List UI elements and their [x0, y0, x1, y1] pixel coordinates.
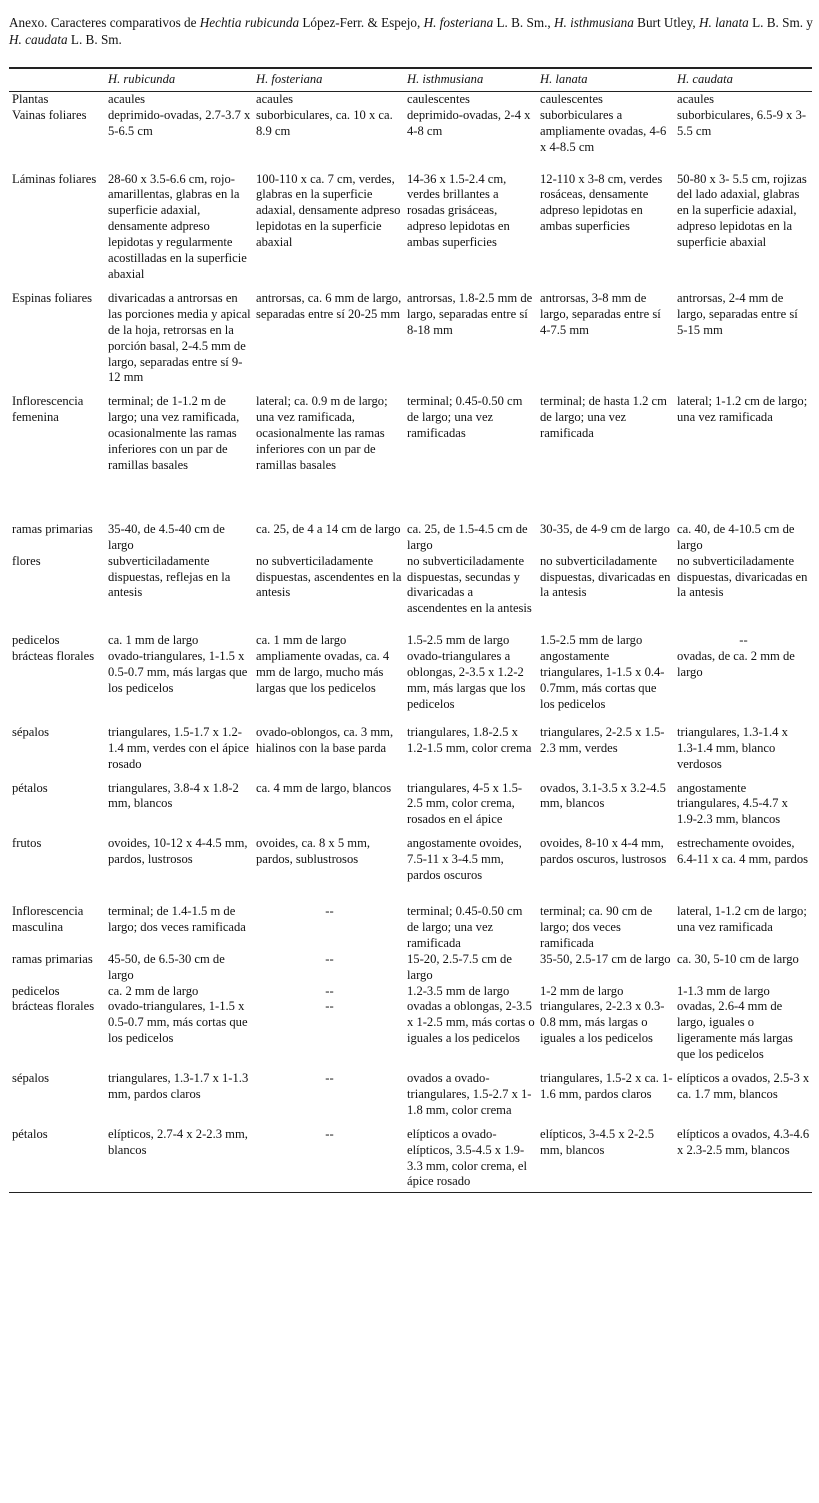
table-row [9, 633, 812, 649]
cell-lanata: 35-50, 2.5-17 cm de largo [540, 951, 671, 966]
table-row [9, 725, 812, 781]
cell-rubicunda: ovado-triangulares, 1-1.5 x 0.5-0.7 mm, más largas que los pedicelos [108, 649, 248, 695]
cell-caudata: ca. 40, de 4-10.5 cm de largo [677, 521, 795, 552]
cell-rubicunda: 45-50, de 6.5-30 cm de largo [108, 951, 225, 982]
cell-lanata: triangulares, 2-2.5 x 1.5-2.3 mm, verdes [540, 724, 665, 755]
cell-fosteriana: ovado-oblongos, ca. 3 mm, hialinos con la base parda [256, 724, 394, 755]
cell-rubicunda: ca. 2 mm de largo [108, 983, 199, 998]
table-row [9, 172, 812, 291]
table-row [9, 91, 812, 107]
row-label: brácteas florales [12, 649, 95, 664]
cell-rubicunda: triangulares, 3.8-4 x 1.8-2 mm, blancos [108, 780, 239, 811]
row-label: flores [12, 553, 41, 568]
cell-rubicunda: ovoides, 10-12 x 4-4.5 mm, pardos, lustrosos [108, 836, 248, 867]
caption-species-rubicunda: Hechtia rubicunda [199, 15, 300, 30]
cell-fosteriana: ca. 25, de 4 a 14 cm de largo [256, 521, 401, 536]
header-isthmusiana: H. isthmusiana [405, 68, 538, 91]
cell-lanata: 12-110 x 3-8 cm, verdes rosáceas, densamente adpreso lepidotas en ambas superficies [540, 171, 663, 234]
header-row [9, 68, 812, 91]
cell-lanata: 30-35, de 4-9 cm de largo [540, 521, 670, 536]
cell-caudata: ovadas, 2.6-4 mm de largo, iguales o ligeramente más largas que los pedicelos [677, 999, 793, 1062]
cell-caudata: lateral; 1-1.2 cm de largo; una vez ramificada [677, 394, 808, 425]
cell-caudata: angostamente triangulares, 4.5-4.7 x 1.9-2.3 mm, blancos [677, 780, 788, 827]
cell-caudata: estrechamente ovoides, 6.4-11 x ca. 4 mm, pardos [677, 836, 809, 867]
cell-caudata: triangulares, 1.3-1.4 x 1.3-1.4 mm, blanco verdosos [677, 724, 788, 771]
table-body [9, 91, 812, 1192]
cell-caudata: antrorsas, 2-4 mm de largo, separadas entre sí 5-15 mm [677, 290, 798, 337]
table-row [9, 1071, 812, 1127]
cell-lanata: angostamente triangulares, 1-1.5 x 0.4-0.7mm, más cortas que los pedicelos [540, 649, 665, 711]
row-label: pedicelos [12, 633, 60, 648]
caption-species-lanata: H. lanata [698, 15, 749, 30]
cell-rubicunda: terminal; de 1-1.2 m de largo; una vez ramificada, ocasionalmente las ramas inferiores con un par de ramillas basales [108, 394, 240, 472]
cell-lanata: ovoides, 8-10 x 4-4 mm, pardos oscuros, lustrosos [540, 836, 667, 867]
cell-fosteriana: ca. 1 mm de largo [256, 633, 347, 648]
cell-rubicunda: 35-40, de 4.5-40 cm de largo [108, 521, 225, 552]
row-label: Espinas foliares [12, 290, 93, 305]
header-fosteriana: H. fosteriana [254, 68, 405, 91]
cell-lanata: elípticos, 3-4.5 x 2-2.5 mm, blancos [538, 1127, 675, 1193]
cell-rubicunda: subverticiladamente dispuestas, reflejas en la antesis [108, 553, 231, 600]
header-character [9, 68, 106, 91]
caption-species-caudata: H. caudata [9, 32, 68, 47]
header-caudata: H. caudata [675, 68, 812, 91]
row-label: frutos [12, 836, 42, 851]
header-lanata: H. lanata [538, 68, 675, 91]
cell-lanata: 1-2 mm de largo [540, 983, 624, 998]
cell-rubicunda: ovado-triangulares, 1-1.5 x 0.5-0.7 mm, más cortas que los pedicelos [108, 999, 248, 1046]
cell-rubicunda: triangulares, 1.3-1.7 x 1-1.3 mm, pardos claros [108, 1071, 249, 1101]
cell-isthmusiana: antrorsas, 1.8-2.5 mm de largo, separadas entre sí 8-18 mm [407, 290, 533, 337]
table-row [9, 999, 812, 1071]
row-label: ramas primarias [12, 521, 93, 536]
cell-rubicunda: 28-60 x 3.5-6.6 cm, rojo-amarillentas, glabras en la superficie adaxial, densamente adpreso lepidotas y regularmente acostilladas en la superficie abaxial [108, 171, 247, 281]
cell-fosteriana: -- [325, 999, 334, 1014]
comparison-table-wrapper [9, 67, 812, 1193]
table-row [9, 1127, 812, 1193]
caption-author-2: L. B. Sm., [493, 15, 554, 30]
cell-rubicunda: ca. 1 mm de largo [108, 633, 199, 648]
cell-lanata: ovados, 3.1-3.5 x 3.2-4.5 mm, blancos [540, 780, 666, 811]
caption-author-3: Burt Utley, [633, 15, 699, 30]
table-row [9, 781, 812, 837]
cell-lanata: no subverticiladamente dispuestas, divaricadas en la antesis [540, 553, 671, 600]
row-label: sépalos [12, 724, 50, 739]
row-label: Vainas foliares [12, 107, 87, 122]
cell-lanata: triangulares, 1.5-2 x ca. 1-1.6 mm, pardos claros [540, 1071, 673, 1101]
cell-isthmusiana: caulescentes [407, 91, 470, 106]
cell-lanata: triangulares, 2-2.3 x 0.3-0.8 mm, más largas o iguales a los pedicelos [540, 999, 665, 1046]
table-row [9, 952, 812, 984]
table-row [9, 108, 812, 172]
row-label: brácteas florales [12, 999, 95, 1014]
row-label: Plantas [12, 91, 49, 106]
row-label: Inflorescencia femenina [12, 394, 84, 425]
cell-isthmusiana: ovados a ovado-triangulares, 1.5-2.7 x 1-1.8 mm, color crema [407, 1071, 532, 1117]
cell-caudata: lateral, 1-1.2 cm de largo; una vez ramificada [677, 903, 807, 934]
cell-caudata: elípticos a ovados, 2.5-3 x ca. 1.7 mm, blancos [677, 1071, 810, 1101]
row-label: ramas primarias [12, 951, 93, 966]
cell-fosteriana: ampliamente ovadas, ca. 4 mm de largo, mucho más largas que los pedicelos [256, 649, 390, 695]
cell-caudata: 1-1.3 mm de largo [677, 983, 770, 998]
cell-fosteriana: ca. 4 mm de largo, blancos [256, 780, 392, 795]
table-row [9, 649, 812, 725]
table-row [9, 984, 812, 1000]
caption-prefix: Anexo. Caracteres comparativos de [9, 15, 200, 30]
table-row [9, 522, 812, 554]
row-label: pétalos [9, 1127, 106, 1193]
table-row [9, 394, 812, 522]
cell-fosteriana: -- [325, 983, 334, 998]
cell-lanata: suborbiculares a ampliamente ovadas, 4-6 x 4-8.5 cm [540, 107, 667, 154]
cell-fosteriana: no subverticiladamente dispuestas, ascendentes en la antesis [256, 553, 402, 600]
table-caption [9, 14, 814, 48]
cell-rubicunda: triangulares, 1.5-1.7 x 1.2-1.4 mm, verdes con el ápice rosado [108, 724, 249, 771]
cell-fosteriana: -- [325, 1071, 334, 1086]
cell-caudata: 50-80 x 3- 5.5 cm, rojizas del lado adaxial, glabras en la superficie adaxial, adpreso lepidotas en la superficie abaxial [677, 171, 807, 250]
cell-fosteriana: ovoides, ca. 8 x 5 mm, pardos, sublustrosos [256, 836, 371, 867]
cell-rubicunda: acaules [108, 91, 146, 106]
cell-fosteriana: antrorsas, ca. 6 mm de largo, separadas entre sí 20-25 mm [256, 290, 402, 321]
cell-caudata: suborbiculares, 6.5-9 x 3-5.5 cm [677, 107, 807, 138]
table-row [9, 904, 812, 952]
cell-isthmusiana: 1.2-3.5 mm de largo [407, 983, 510, 998]
cell-lanata: antrorsas, 3-8 mm de largo, separadas entre sí 4-7.5 mm [540, 290, 661, 337]
cell-isthmusiana: 15-20, 2.5-7.5 cm de largo [407, 951, 512, 982]
caption-author-1: López-Ferr. & Espejo, [299, 15, 424, 30]
cell-isthmusiana: 1.5-2.5 mm de largo [407, 633, 510, 648]
cell-rubicunda: terminal; de 1.4-1.5 m de largo; dos veces ramificada [108, 903, 246, 934]
cell-lanata: caulescentes [540, 91, 603, 106]
table-row [9, 291, 812, 394]
comparison-table [9, 67, 812, 1193]
cell-caudata: elípticos a ovados, 4.3-4.6 x 2.3-2.5 mm, blancos [675, 1127, 812, 1193]
caption-author-5: L. B. Sm. [67, 32, 122, 47]
table-row [9, 554, 812, 634]
cell-isthmusiana: ovado-triangulares a oblongas, 2-3.5 x 1.2-2 mm, más largas que los pedicelos [407, 649, 526, 711]
row-label: Inflorescencia masculina [12, 903, 84, 934]
cell-fosteriana: 100-110 x ca. 7 cm, verdes, glabras en la superficie adaxial, densamente adpreso lepidotas en la superficie abaxial [256, 171, 401, 250]
cell-rubicunda: deprimido-ovadas, 2.7-3.7 x 5-6.5 cm [108, 107, 251, 138]
row-label: pétalos [12, 780, 48, 795]
cell-caudata: acaules [677, 91, 715, 106]
cell-lanata: 1.5-2.5 mm de largo [540, 633, 643, 648]
cell-isthmusiana: angostamente ovoides, 7.5-11 x 3-4.5 mm, pardos oscuros [407, 836, 522, 883]
cell-fosteriana: lateral; ca. 0.9 m de largo; una vez ramificada, ocasionalmente las ramas inferiores con un par de ramillas basales [256, 394, 388, 472]
cell-fosteriana: -- [254, 1127, 405, 1193]
cell-caudata: ca. 30, 5-10 cm de largo [677, 951, 799, 966]
cell-isthmusiana: triangulares, 4-5 x 1.5-2.5 mm, color crema, rosados en el ápice [407, 780, 523, 827]
cell-isthmusiana: terminal; 0.45-0.50 cm de largo; una vez ramificadas [407, 394, 523, 441]
cell-isthmusiana: terminal; 0.45-0.50 cm de largo; una vez ramificada [407, 903, 523, 950]
cell-isthmusiana: triangulares, 1.8-2.5 x 1.2-1.5 mm, color crema [407, 724, 532, 755]
cell-isthmusiana: deprimido-ovadas, 2-4 x 4-8 cm [407, 107, 531, 138]
cell-rubicunda: divaricadas a antrorsas en las porciones media y apical de la hoja, retrorsas en la porción basal, 2-4.5 mm de largo, separadas entre sí 9-12 mm [108, 290, 251, 385]
cell-isthmusiana: 14-36 x 1.5-2.4 cm, verdes brillantes a rosadas grisáceas, adpreso lepidotas en ambas superficies [407, 171, 510, 250]
cell-lanata: terminal; de hasta 1.2 cm de largo; una vez ramificada [540, 394, 667, 441]
row-label: pedicelos [12, 983, 60, 998]
cell-fosteriana: -- [325, 903, 334, 918]
row-label: sépalos [12, 1071, 50, 1086]
caption-author-4: L. B. Sm. y [748, 15, 813, 30]
cell-fosteriana: -- [325, 951, 334, 966]
row-label: Láminas foliares [12, 171, 97, 186]
cell-isthmusiana: ovadas a oblongas, 2-3.5 x 1-2.5 mm, más cortas o iguales a los pedicelos [407, 999, 535, 1046]
cell-isthmusiana: ca. 25, de 1.5-4.5 cm de largo [407, 521, 528, 552]
cell-fosteriana: acaules [256, 91, 294, 106]
table-row [9, 836, 812, 904]
caption-species-isthmusiana: H. isthmusiana [554, 15, 634, 30]
caption-species-fosteriana: H. fosteriana [423, 15, 494, 30]
cell-caudata: -- [739, 633, 748, 648]
cell-caudata: ovadas, de ca. 2 mm de largo [677, 649, 795, 680]
cell-caudata: no subverticiladamente dispuestas, divaricadas en la antesis [677, 553, 808, 600]
cell-isthmusiana: no subverticiladamente dispuestas, secundas y divaricadas a ascendentes en la antesis [407, 553, 532, 616]
cell-lanata: terminal; ca. 90 cm de largo; dos veces ramificada [540, 903, 653, 950]
header-rubicunda: H. rubicunda [106, 68, 254, 91]
cell-isthmusiana: elípticos a ovado-elípticos, 3.5-4.5 x 1.9-3.3 mm, color crema, el ápice rosado [405, 1127, 538, 1193]
cell-rubicunda: elípticos, 2.7-4 x 2-2.3 mm, blancos [106, 1127, 254, 1193]
cell-fosteriana: suborbiculares, ca. 10 x ca. 8.9 cm [256, 107, 393, 138]
